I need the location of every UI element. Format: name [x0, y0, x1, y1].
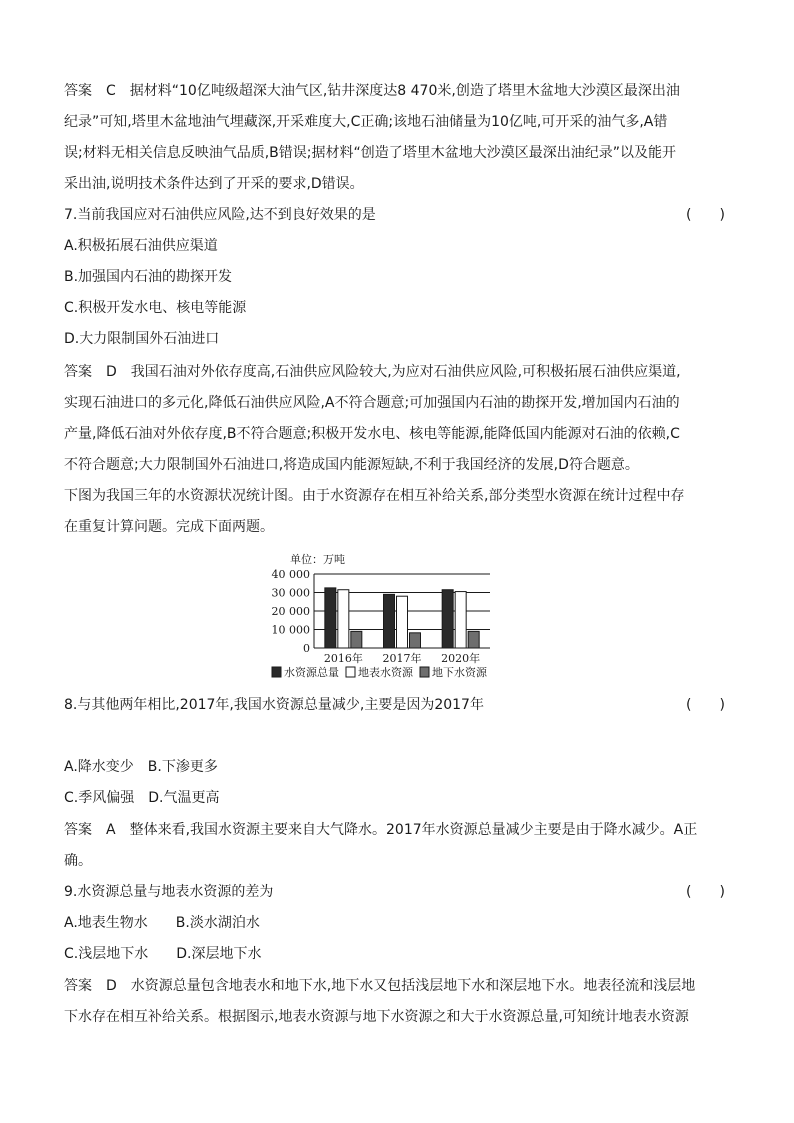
bar-2 — [455, 592, 466, 648]
legend-label: 水资源总量 — [284, 666, 339, 679]
question-8-stem: 8.与其他两年相比,2017年,我国水资源总量减少,主要是因为2017年 — [64, 697, 484, 713]
option-7c: C.积极开发水电、核电等能源 — [64, 300, 247, 316]
bar-2 — [397, 596, 408, 648]
y-tick-label: 30 000 — [271, 586, 310, 600]
answer-blank: ( ) — [686, 207, 725, 223]
answer-blank: ( ) — [686, 884, 725, 900]
answer-9-line-1: 答案 D 水资源总量包含地表水和地下水,地下水又包括浅层地下水和深层地下水。地表径流和浅层地 — [64, 978, 696, 994]
options-8-cd: C.季风偏强 D.气温更高 — [64, 790, 220, 806]
question-7-stem: 7.当前我国应对石油供应风险,达不到良好效果的是 — [64, 207, 376, 223]
legend-label: 地下水资源 — [432, 666, 487, 679]
answer-6-line-1: 答案 C 据材料“10亿吨级超深大油气区,钻井深度达8 470米,创造了塔里木盆地大沙漠区最深出油 — [64, 83, 680, 99]
answer-7-line-4: 不符合题意;大力限制国外石油进口,将造成国内能源短缺,不利于我国经济的发展,D符合题意。 — [64, 457, 639, 473]
answer-8-line-2: 确。 — [64, 853, 92, 869]
answer-6-line-3: 误;材料无相关信息反映油气品质,B错误;据材料“创造了塔里木盆地大沙漠区最深出油纪录”以及能开 — [64, 145, 676, 161]
y-tick-label: 10 000 — [271, 623, 310, 637]
option-7d: D.大力限制国外石油进口 — [64, 331, 220, 347]
y-tick-label: 0 — [303, 642, 310, 655]
answer-7-line-2: 实现石油进口的多元化,降低石油供应风险,A不符合题意;可加强国内石油的勘探开发,增加国内石油的 — [64, 395, 680, 411]
legend-label: 地表水资源 — [358, 666, 413, 679]
legend-swatch — [346, 667, 355, 677]
bar-1 — [442, 590, 453, 648]
legend-swatch — [420, 667, 429, 677]
option-7a: A.积极拓展石油供应渠道 — [64, 238, 218, 254]
options-8-ab: A.降水变少 B.下渗更多 — [64, 759, 218, 775]
bar-2 — [338, 590, 349, 648]
intro-line-2: 在重复计算问题。完成下面两题。 — [64, 519, 274, 535]
x-tick-label: 2017年 — [382, 652, 422, 665]
bar-3 — [468, 631, 479, 648]
options-9-cd: C.浅层地下水 D.深层地下水 — [64, 946, 262, 962]
answer-blank: ( ) — [686, 697, 725, 713]
bar-1 — [325, 588, 336, 648]
answer-6-line-2: 纪录”可知,塔里木盆地油气埋藏深,开采难度大,C正确;该地石油储量为10亿吨,可开采的油气多,A错 — [64, 114, 668, 130]
bar-3 — [410, 633, 421, 648]
bar-3 — [351, 631, 362, 648]
y-tick-label: 20 000 — [271, 605, 310, 618]
x-tick-label: 2020年 — [441, 652, 481, 665]
water-resources-chart — [262, 546, 532, 684]
option-7b: B.加强国内石油的勘探开发 — [64, 269, 233, 285]
answer-9-line-2: 下水存在相互补给关系。根据图示,地表水资源与地下水资源之和大于水资源总量,可知统计地表水资源 — [64, 1009, 689, 1025]
answer-8-line-1: 答案 A 整体来看,我国水资源主要来自大气降水。2017年水资源总量减少主要是由于降水减少。A正 — [64, 822, 698, 838]
chart-unit-label: 单位：万吨 — [290, 553, 345, 566]
intro-line-1: 下图为我国三年的水资源状况统计图。由于水资源存在相互补给关系,部分类型水资源在统计过程中存 — [64, 488, 685, 504]
legend-swatch — [272, 667, 281, 677]
answer-7-line-3: 产量,降低石油对外依存度,B不符合题意;积极开发水电、核电等能源,能降低国内能源对石油的依赖,C — [64, 426, 680, 442]
bar-1 — [384, 594, 395, 648]
question-9-stem: 9.水资源总量与地表水资源的差为 — [64, 884, 274, 900]
y-tick-label: 40 000 — [271, 568, 310, 581]
x-tick-label: 2016年 — [323, 652, 363, 665]
answer-7-line-1: 答案 D 我国石油对外依存度高,石油供应风险较大,为应对石油供应风险,可积极拓展石油供应渠道, — [64, 364, 681, 380]
answer-6-line-4: 采出油,说明技术条件达到了开采的要求,D错误。 — [64, 176, 364, 192]
options-9-ab: A.地表生物水 B.淡水湖泊水 — [64, 915, 260, 931]
